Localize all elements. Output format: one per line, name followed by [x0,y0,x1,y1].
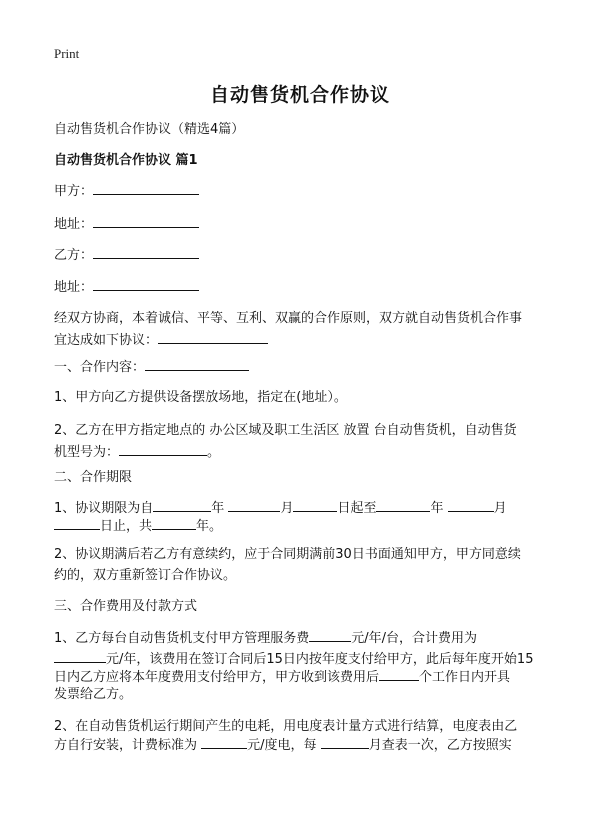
year-label-1: 年 [211,501,225,516]
intro-line-1: 经双方协商，本着诚信、平等、互利、双赢的合作原则，双方就自动售货机合作事 [54,311,523,326]
section-3-item-1-line-4: 发票给乙方。 [54,687,133,702]
total-years-blank [152,515,196,530]
section-3-item-1-line-1 [54,627,477,649]
party-a-field [54,180,199,202]
section-3-item-2-line-2 [54,734,512,756]
start-month-blank [228,497,280,512]
intro-line-2-text: 宜达成如下协议： [54,333,159,348]
rate-blank [201,734,247,749]
section-heading: 自动售货机合作协议 篇1 [54,153,198,168]
month-label-2: 月 [493,501,507,516]
document-title: 自动售货机合作协议 [209,84,390,106]
party-b-blank [93,244,199,259]
party-b-label: 乙方： [54,248,94,263]
fee-payment-text: 元/年，该费用在签订合同后15日内按年度支付给甲方，此后每年度开始15 [106,652,534,667]
section-1-blank [145,356,249,371]
section-3-heading: 三、合作费用及付款方式 [54,599,198,614]
section-3-item-2-line-1: 2、在自动售货机运行期间产生的电耗，用电度表计量方式进行结算，电度表由乙 [54,719,518,734]
term-from-label: 1、协议期限为自 [54,501,154,516]
invoice-text: 日内乙方应将本年度费用支付给甲方，甲方收到该费用后 [54,670,380,685]
total-fee-blank [54,648,106,663]
start-day-blank [293,497,337,512]
party-b-field [54,244,199,266]
address-a-blank [93,213,199,228]
fee-unit-label: 元/年/台，合计费用为 [351,631,478,646]
invoice-days-label: 个工作日内开具 [419,670,511,685]
month-label-1: 月 [280,501,294,516]
intro-line-2 [54,329,268,351]
section-2-item-2-line-1: 2、协议期满后若乙方有意续约，应于合同期满前30日书面通知甲方，甲方同意续 [54,547,521,562]
section-1-heading-text: 一、合作内容： [54,360,146,375]
section-1-item-2-line-2 [54,441,220,463]
address-a-label: 地址： [54,217,94,232]
year-label-2: 年 [430,501,444,516]
address-b-label: 地址： [54,280,94,295]
start-year-blank [153,497,211,512]
party-a-blank [93,180,199,195]
years-label: 年。 [196,519,223,534]
intro-blank [158,329,268,344]
end-day-label: 日止，共 [100,519,153,534]
fee-per-unit-blank [309,627,351,642]
model-blank [119,441,207,456]
section-2-item-1-line-2 [54,515,222,537]
model-end: 。 [207,445,221,460]
section-2-item-2-line-2: 约的，双方重新签订合作协议。 [54,568,237,583]
meter-reading-text: 月查表一次，乙方按照实 [368,738,512,753]
end-day-blank [54,515,100,530]
subtitle: 自动售货机合作协议（精选4篇） [54,122,245,137]
address-b-field [54,276,199,298]
start-day-label: 日起至 [337,501,377,516]
model-label: 机型号为： [54,445,120,460]
rate-unit-label: 元/度电，每 [247,738,317,753]
rate-label: 方自行安装，计费标准为 [54,738,198,753]
section-1-heading [54,356,249,378]
party-a-label: 甲方： [54,184,94,199]
meter-interval-blank [321,734,369,749]
end-month-blank [448,497,494,512]
invoice-days-blank [379,666,419,681]
fee-label: 1、乙方每台自动售货机支付甲方管理服务费 [54,631,310,646]
address-b-blank [93,276,199,291]
section-1-item-2-line-1: 2、乙方在甲方指定地点的 办公区域及职工生活区 放置 台自动售货机，自动售货 [54,423,517,438]
address-a-field [54,213,199,235]
section-2-heading: 二、合作期限 [54,470,133,485]
end-year-blank [376,497,430,512]
print-label[interactable]: Print [54,46,80,61]
section-1-item-1: 1、甲方向乙方提供设备摆放场地，指定在(地址）。 [54,390,347,405]
